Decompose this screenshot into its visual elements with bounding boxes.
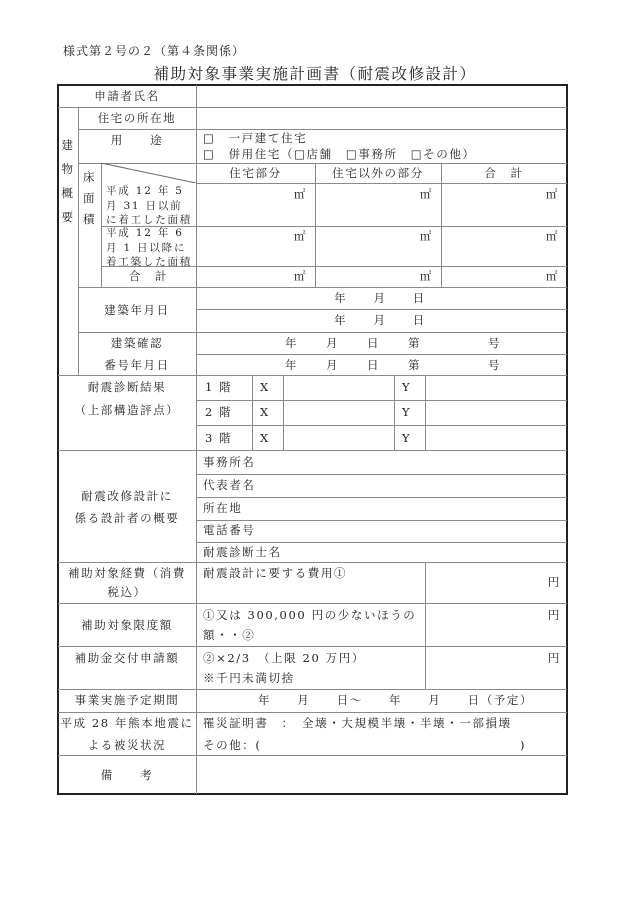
- confirmation-day[interactable]: 日: [367, 336, 381, 350]
- damage-label: 平成 28 年熊本地震に: [60, 716, 194, 730]
- seismic-x-label: X: [260, 380, 270, 394]
- seismic-label-2: （上部構造評点）: [74, 403, 180, 417]
- confirmation-label-2: 番号年月日: [104, 358, 170, 372]
- damage-label: よる被災状況: [87, 738, 167, 752]
- construction-date-label: 建築年月日: [104, 303, 170, 317]
- confirmation-go[interactable]: 号: [488, 358, 502, 372]
- floor-area-char: 床: [82, 170, 97, 184]
- seismic-y-label: Y: [402, 380, 412, 394]
- designer-label-2: 係る設計者の概要: [74, 511, 180, 525]
- page-title: 補助対象事業実施計画書（耐震改修設計）: [153, 65, 477, 83]
- subsidy-note: ※千円未満切捨: [203, 671, 295, 685]
- subsidy-desc: ②×2/3 （上限 20 万円）: [203, 651, 365, 665]
- floor-row-label-total: 合 計: [128, 269, 169, 283]
- floor-area-label: [78, 167, 101, 230]
- building-summary-char: 要: [61, 210, 75, 224]
- cost-label: 補助対象経費（消費: [68, 566, 186, 580]
- remarks-field[interactable]: [200, 760, 560, 790]
- floor-unit[interactable]: ㎡: [419, 269, 433, 283]
- cost-label: 税込）: [107, 585, 147, 599]
- designer-field-inspector[interactable]: 耐震診断士名: [203, 545, 282, 559]
- confirmation-year[interactable]: 年: [285, 358, 299, 372]
- floor-row-label-before: 平成 12 年 5 月 31 日以前に着工した面積: [106, 185, 193, 226]
- designer-field-representative[interactable]: 代表者名: [203, 478, 256, 492]
- cost-desc: 耐震設計に要する費用①: [203, 566, 348, 580]
- floor-unit[interactable]: ㎡: [545, 269, 559, 283]
- confirmation-day[interactable]: 日: [367, 358, 381, 372]
- damage-other-close: ): [520, 738, 527, 752]
- confirmation-year[interactable]: 年: [285, 336, 299, 350]
- designer-field-office[interactable]: 事務所名: [203, 455, 256, 469]
- confirmation-dai[interactable]: 第: [408, 336, 422, 350]
- seismic-floor-label: 2 階: [205, 405, 233, 419]
- diagonal-divider: [101, 163, 196, 183]
- usage-option-mixed[interactable]: □ 併用住宅（□店舗 □事務所 □その他）: [203, 147, 476, 161]
- usage-option-detached[interactable]: □ 一戸建て住宅: [203, 131, 308, 145]
- applicant-label: 申請者氏名: [94, 89, 160, 103]
- floor-unit[interactable]: ㎡: [419, 229, 433, 243]
- floor-unit[interactable]: ㎡: [293, 187, 307, 201]
- location-field[interactable]: [200, 111, 560, 125]
- seismic-x-label: X: [260, 431, 270, 445]
- confirmation-go[interactable]: 号: [488, 336, 502, 350]
- seismic-label-1: 耐震診断結果: [87, 380, 167, 394]
- seismic-y-label: Y: [402, 431, 412, 445]
- floor-col-residential: 住宅部分: [229, 166, 282, 180]
- usage-label: 用 途: [110, 133, 164, 147]
- designer-field-address[interactable]: 所在地: [203, 501, 243, 515]
- remarks-label: 備 考: [100, 768, 154, 782]
- confirmation-month[interactable]: 月: [326, 336, 340, 350]
- construction-date-field[interactable]: 年 月 日: [334, 291, 426, 305]
- floor-unit[interactable]: ㎡: [419, 187, 433, 201]
- schedule-label: 事業実施予定期間: [74, 693, 180, 707]
- damage-certificate[interactable]: 罹災証明書 ： 全壊・大規模半壊・半壊・一部損壊: [203, 716, 512, 730]
- subsidy-label: 補助金交付申請額: [74, 651, 180, 665]
- floor-area-char: 積: [82, 212, 97, 226]
- limit-desc: ①又は 300,000 円の少ないほうの: [203, 608, 417, 622]
- building-summary-label: [58, 133, 78, 229]
- location-label: 住宅の所在地: [97, 111, 177, 125]
- confirmation-month[interactable]: 月: [326, 358, 340, 372]
- form-number: 様式第２号の２（第４条関係）: [63, 44, 246, 58]
- schedule-field[interactable]: 年 月 日～ 年 月 日（予定）: [258, 693, 534, 707]
- designer-label-1: 耐震改修設計に: [81, 489, 173, 503]
- building-summary-char: 建: [61, 138, 75, 152]
- floor-col-total: 合 計: [484, 166, 524, 180]
- subsidy-unit[interactable]: 円: [547, 651, 561, 665]
- building-summary-char: 概: [61, 186, 75, 200]
- building-summary-char: 物: [61, 162, 75, 176]
- cost-unit[interactable]: 円: [547, 575, 561, 589]
- seismic-floor-label: 1 階: [205, 380, 233, 394]
- floor-unit[interactable]: ㎡: [545, 229, 559, 243]
- seismic-y-label: Y: [402, 405, 412, 419]
- construction-date-field[interactable]: 年 月 日: [334, 313, 426, 327]
- floor-row-label-after: 平成 12 年 6 月 1 日以降に着工築した面積: [106, 227, 193, 268]
- limit-label: 補助対象限度額: [81, 618, 173, 632]
- confirmation-dai[interactable]: 第: [408, 358, 422, 372]
- limit-desc: 額・・②: [203, 628, 256, 642]
- designer-field-phone[interactable]: 電話番号: [203, 523, 256, 537]
- floor-unit[interactable]: ㎡: [293, 269, 307, 283]
- seismic-x-label: X: [260, 405, 270, 419]
- floor-unit[interactable]: ㎡: [293, 229, 307, 243]
- floor-area-char: 面: [82, 191, 97, 205]
- floor-unit[interactable]: ㎡: [545, 187, 559, 201]
- seismic-floor-label: 3 階: [205, 431, 233, 445]
- confirmation-label-1: 建築確認: [110, 336, 164, 350]
- damage-other[interactable]: その他：(: [203, 738, 262, 752]
- floor-col-non-residential: 住宅以外の部分: [332, 166, 424, 180]
- applicant-name-field[interactable]: [200, 89, 560, 103]
- limit-unit[interactable]: 円: [547, 608, 561, 622]
